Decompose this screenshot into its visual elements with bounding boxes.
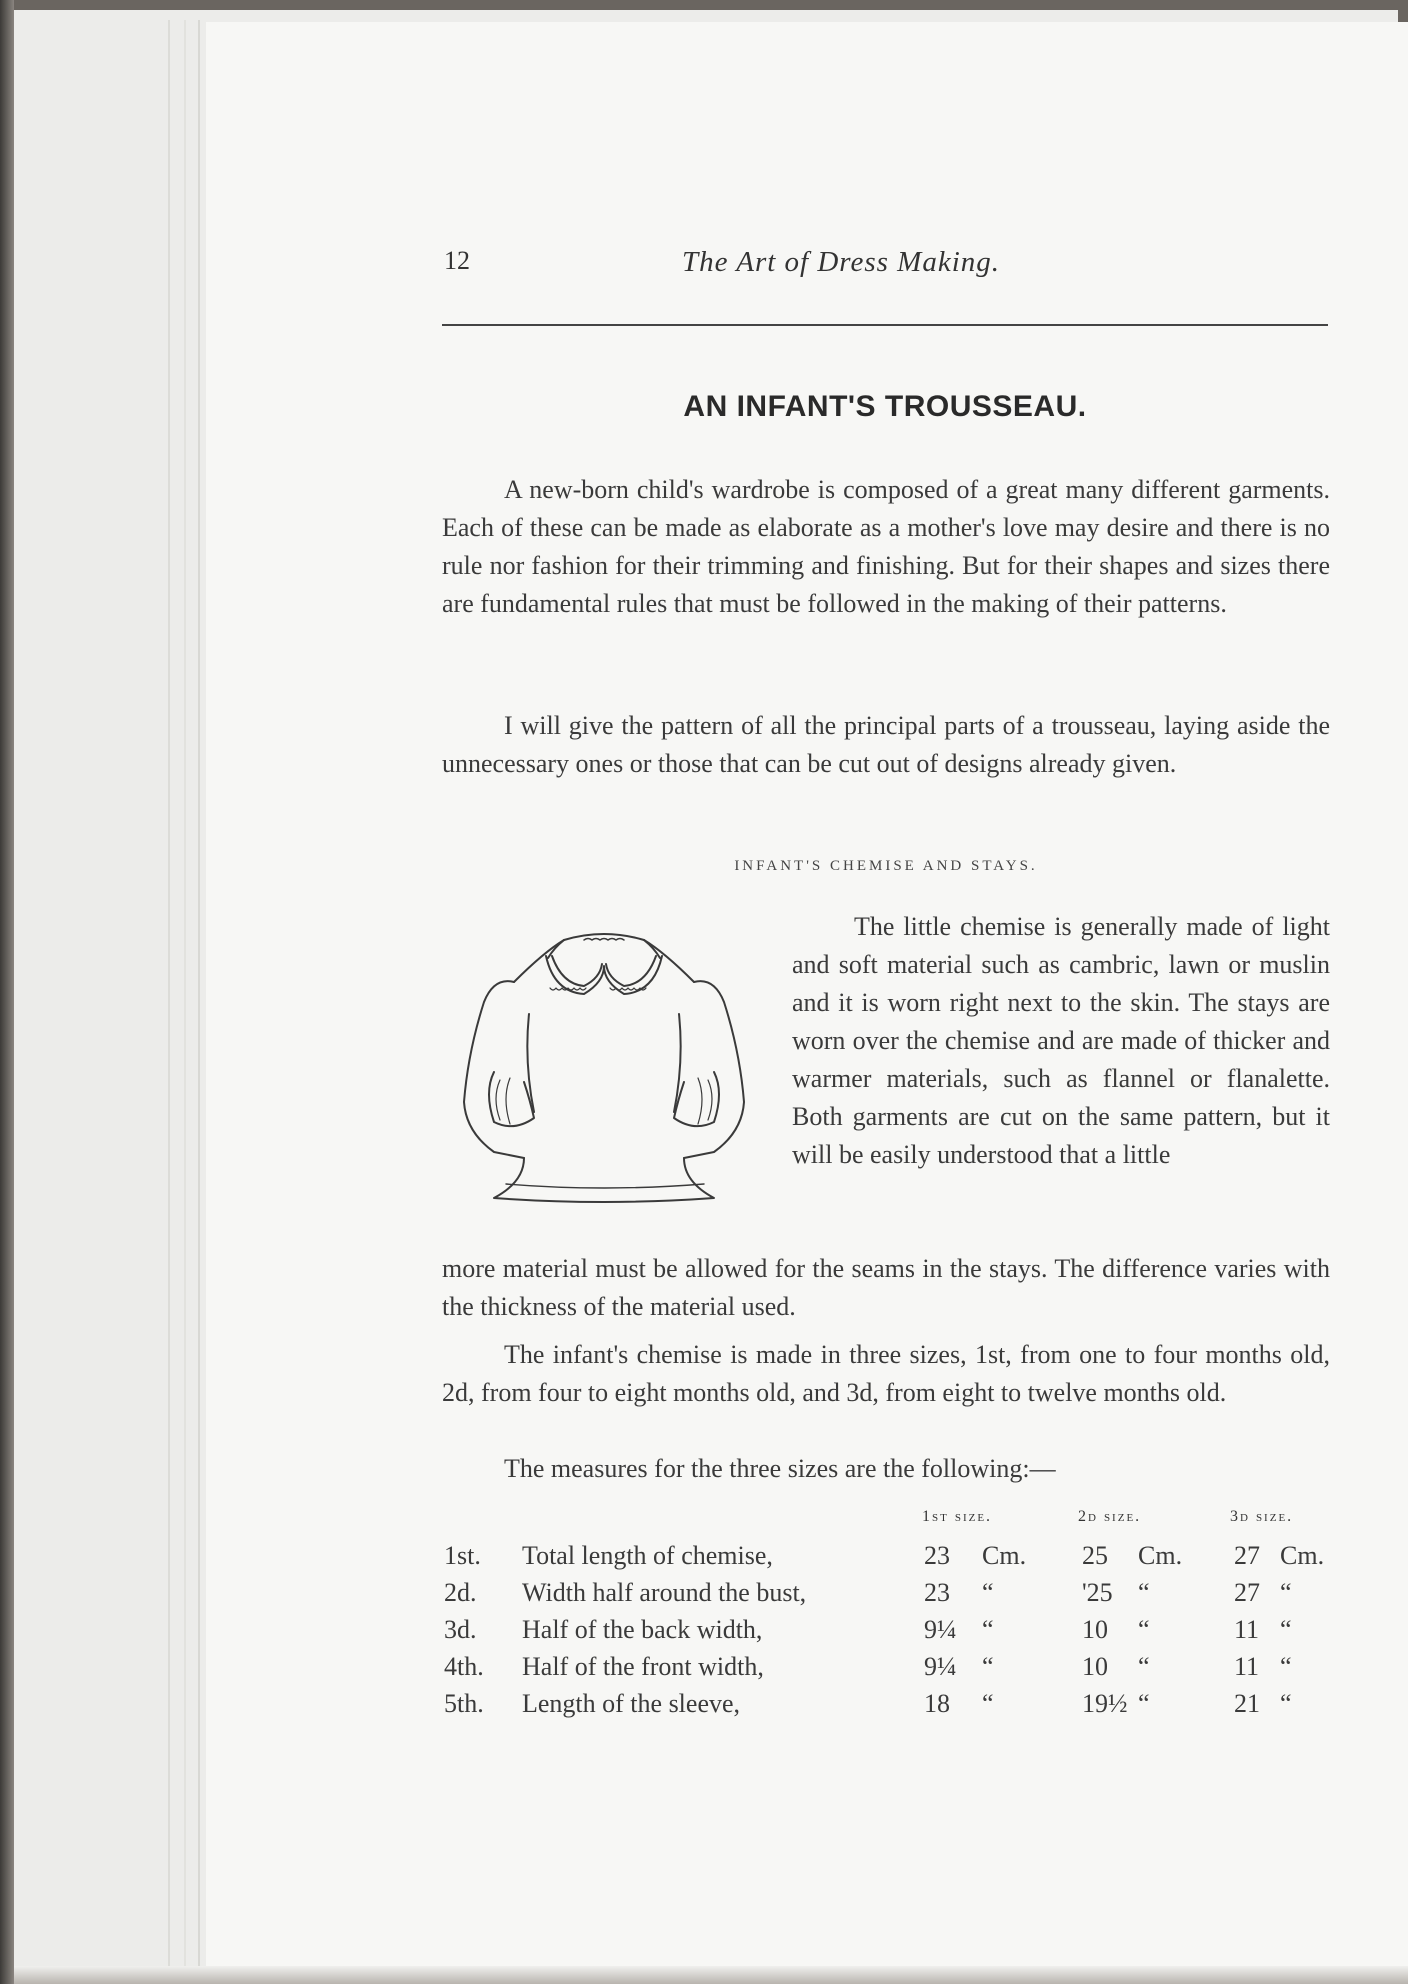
value-size-3: 11 — [1234, 1615, 1260, 1644]
chapter-title: AN INFANT'S TROUSSEAU. — [683, 390, 1087, 423]
value-size-3: 11 — [1234, 1652, 1260, 1681]
row-label: Total length of chemise, — [522, 1541, 773, 1570]
measures-table-header — [442, 1508, 1332, 1538]
paragraph-chemise-description: The little chemise is generally made of light and soft material such as cambric, lawn or muslin and it is worn right next to the skin. The stays are worn over the chemise and are made of thicker and warmer materials, such as flannel or flanalette. Both garments are cut on the same pattern, but it will be easily understood that a little — [792, 912, 1330, 1169]
row-number: 2d. — [444, 1578, 477, 1607]
row-label: Half of the front width, — [522, 1652, 764, 1681]
book-spine-edge — [0, 0, 14, 1984]
paragraph-pattern: I will give the pattern of all the principal parts of a trousseau, laying aside the unnecessary ones or those that can be cut out of designs already given. — [442, 711, 1330, 778]
value-size-3: 21 — [1234, 1689, 1260, 1718]
value-size-1: 9¼ — [924, 1652, 957, 1681]
paragraph-measures-intro: The measures for the three sizes are the following:— — [504, 1454, 1056, 1483]
row-label: Length of the sleeve, — [522, 1689, 741, 1718]
page-stack-edge — [198, 20, 200, 1970]
unit-size-2: “ — [1138, 1652, 1150, 1681]
value-size-3: 27 — [1234, 1578, 1260, 1607]
value-size-2: 10 — [1082, 1615, 1108, 1644]
row-label: Width half around the bust, — [522, 1578, 807, 1607]
unit-size-3: “ — [1280, 1689, 1292, 1718]
column-header: 3d size. — [1230, 1508, 1294, 1525]
table-row — [442, 1652, 1332, 1690]
value-size-2: 10 — [1082, 1652, 1108, 1681]
unit-size-1: “ — [982, 1689, 994, 1718]
row-number: 5th. — [444, 1689, 484, 1718]
table-row — [442, 1689, 1332, 1727]
paragraph-chemise-continued: more material must be allowed for the seams in the stays. The difference varies with the thickness of the material used. — [442, 1254, 1330, 1321]
unit-size-1: “ — [982, 1652, 994, 1681]
paragraph-intro: A new-born child's wardrobe is composed of a great many different garments. Each of these can be made as elaborate as a mother's love may desire and there is no rule nor fashion for their trimming and finishing. But for their shapes and sizes there are fundamental rules that must be followed in the making of their patterns. — [442, 475, 1330, 618]
running-head — [442, 246, 1332, 286]
unit-size-1: Cm. — [982, 1541, 1027, 1570]
unit-size-1: “ — [982, 1578, 994, 1607]
page-stack-edge — [168, 20, 170, 1970]
unit-size-3: “ — [1280, 1652, 1292, 1681]
table-row — [442, 1615, 1332, 1653]
row-number: 3d. — [444, 1615, 477, 1644]
table-row — [442, 1541, 1332, 1579]
unit-size-2: Cm. — [1138, 1541, 1183, 1570]
value-size-1: 23 — [924, 1578, 950, 1607]
value-size-2: 25 — [1082, 1541, 1108, 1570]
value-size-2: '25 — [1082, 1578, 1113, 1607]
unit-size-2: “ — [1138, 1578, 1150, 1607]
value-size-3: 27 — [1234, 1541, 1260, 1570]
value-size-1: 18 — [924, 1689, 950, 1718]
value-size-1: 9¼ — [924, 1615, 957, 1644]
header-rule — [442, 324, 1328, 326]
column-header: 2d size. — [1078, 1508, 1142, 1525]
unit-size-1: “ — [982, 1615, 994, 1644]
row-number: 4th. — [444, 1652, 484, 1681]
page-stack-edge — [184, 20, 186, 1970]
column-header: 1st size. — [922, 1508, 993, 1525]
unit-size-2: “ — [1138, 1615, 1150, 1644]
unit-size-3: Cm. — [1280, 1541, 1325, 1570]
running-title: The Art of Dress Making. — [682, 246, 1001, 278]
chemise-illustration — [454, 922, 754, 1212]
page-number: 12 — [444, 246, 470, 275]
row-label: Half of the back width, — [522, 1615, 763, 1644]
table-row — [442, 1578, 1332, 1616]
unit-size-3: “ — [1280, 1615, 1292, 1644]
unit-size-2: “ — [1138, 1689, 1150, 1718]
row-number: 1st. — [444, 1541, 481, 1570]
scan-edge-bottom — [14, 1966, 1408, 1984]
paragraph-sizes: The infant's chemise is made in three sizes, 1st, from one to four months old, 2d, from four to eight months old, and 3d, from eight to twelve months old. — [442, 1340, 1330, 1407]
section-subheading: INFANT'S CHEMISE AND STAYS. — [734, 858, 1038, 874]
value-size-2: 19½ — [1082, 1689, 1128, 1718]
unit-size-3: “ — [1280, 1578, 1292, 1607]
value-size-1: 23 — [924, 1541, 950, 1570]
